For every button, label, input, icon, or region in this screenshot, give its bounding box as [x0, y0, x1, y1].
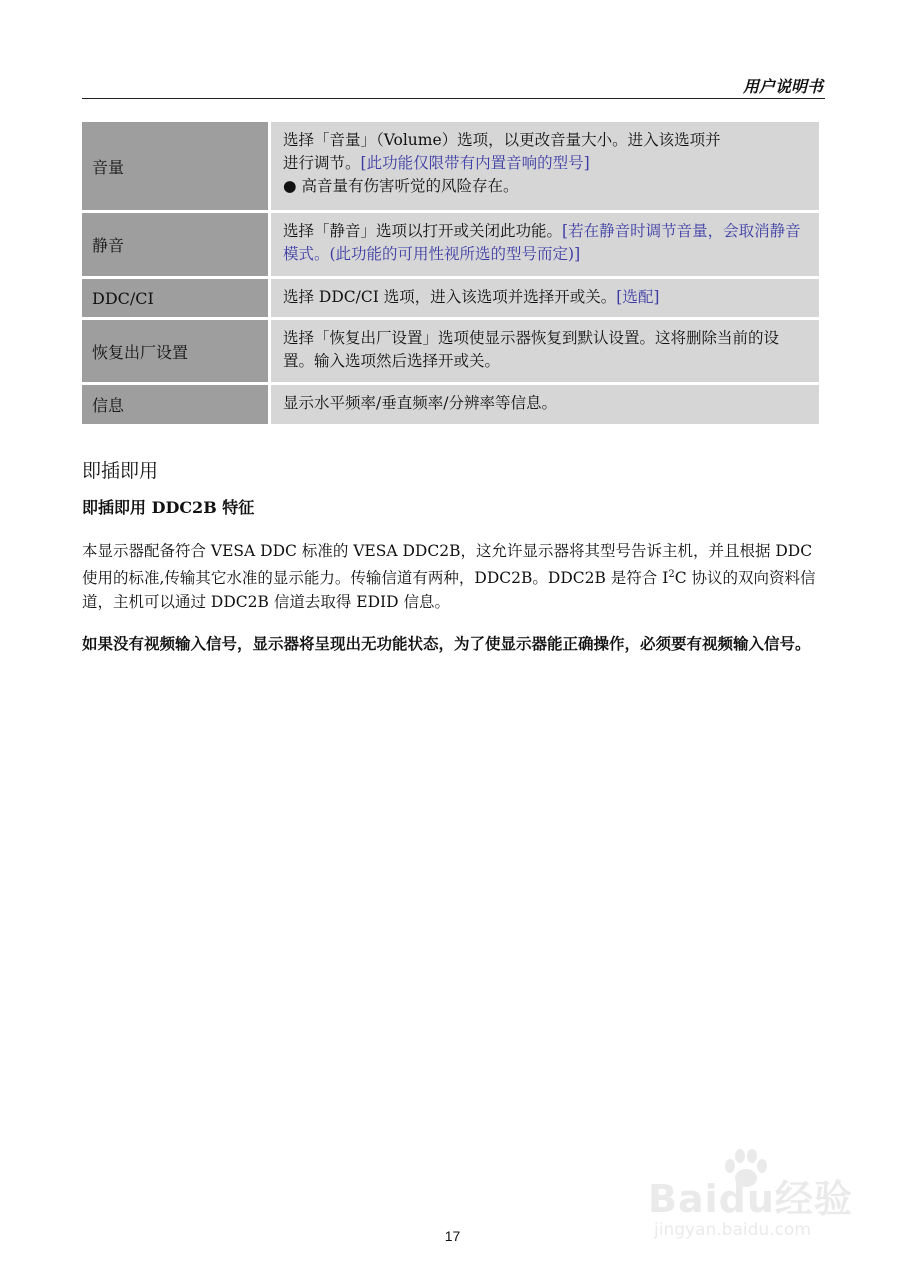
header-title: 用户说明书	[742, 77, 823, 96]
setting-description: 选择「恢复出厂设置」选项使显示器恢复到默认设置。这将删除当前的设置。输入选项然后选择开或关。	[271, 320, 819, 382]
settings-table	[82, 122, 819, 427]
table-row	[82, 122, 819, 210]
setting-name: 静音	[82, 213, 268, 276]
table-row	[82, 385, 819, 424]
section-subtitle: 即插即用 DDC2B 特征	[82, 498, 255, 517]
desc-line: 选择「音量」（Volume）选项，以更改音量大小。进入该选项并	[283, 131, 721, 149]
setting-name: DDC/CI	[82, 279, 268, 317]
setting-name: 恢复出厂设置	[82, 320, 268, 382]
desc-line: ● 高音量有伤害听觉的风险存在。	[283, 177, 519, 195]
table-row	[82, 320, 819, 382]
setting-name: 音量	[82, 122, 268, 210]
setting-description: 显示水平频率/垂直频率/分辨率等信息。	[271, 385, 819, 424]
setting-name: 信息	[82, 385, 268, 424]
desc-note: [选配]	[616, 288, 660, 306]
page-number: 17	[444, 1228, 461, 1244]
setting-description	[271, 122, 819, 210]
table-row	[82, 279, 819, 317]
watermark-url: jingyan.baidu.com	[654, 1220, 811, 1240]
para-text: 本显示器配备符合 VESA DDC 标准的 VESA DDC2B，这允许显示器将其型号告诉主机，并且根据 DDC 使用的标准,传输其它水准的显示能力。传输信道有两种，DDC2B。DDC2B 是符合 I	[82, 542, 813, 588]
setting-description	[271, 279, 819, 317]
desc-text: 选择「静音」选项以打开或关闭此功能。	[283, 222, 563, 240]
desc-note: [若在静音时调节音量，会取消静音模式。(此功能的可用性视所选的型号而定)]	[283, 222, 801, 263]
desc-text: 选择 DDC/CI 选项，进入该选项并选择开或关。	[283, 288, 617, 306]
desc-line	[283, 152, 809, 175]
table-row	[82, 213, 819, 276]
desc-note: [此功能仅限带有内置音响的型号]	[360, 154, 590, 172]
para-text: C 协议的双向资料信道，主机可以通过 DDC2B 信道去取得 EDID 信息。	[82, 569, 816, 612]
setting-description	[271, 213, 819, 276]
watermark-brand: Baidu经验	[648, 1177, 853, 1221]
body-paragraph	[82, 539, 822, 614]
superscript: 2	[668, 569, 675, 580]
warning-paragraph: 如果没有视频输入信号，显示器将呈现出无功能状态，为了使显示器能正确操作，必须要有视频输入信号。	[82, 634, 811, 653]
section-title: 即插即用	[82, 460, 159, 482]
page-header	[82, 72, 825, 99]
desc-text: 进行调节。	[283, 154, 361, 172]
